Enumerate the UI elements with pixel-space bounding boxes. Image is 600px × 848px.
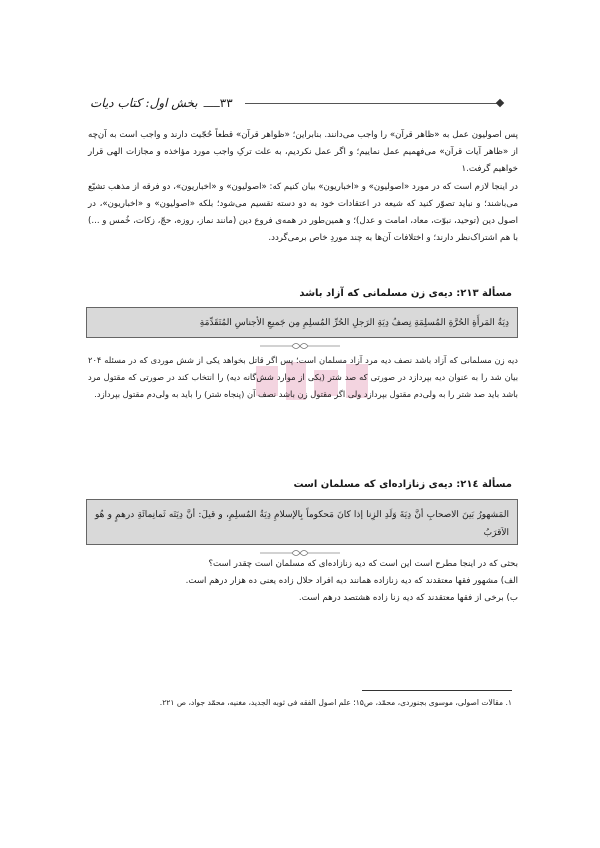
footnote: ۱. مقالات اصولی، موسوی بجنوردی، محمّد، ص۱۵؛ علم اصول الفقه فی ثوبه الجدید، مغنیه، محمّد جواد، ص ۲۲۱.	[159, 698, 512, 707]
question-line: بحثی که در اینجا مطرح است این است که دیه زنازاده‌ای که مسلمان است چقدر است؟	[208, 559, 518, 569]
ornament-divider-icon	[260, 341, 340, 351]
arabic-quote-213: دِيَةُ المَرأَةِ الحُرَّةِ المُسلِمَةِ نِصفُ دِيَةِ الرَجلِ الحُرِّ المُسلِمِ مِن جَميعِ الأجناسِ المُتَقَدِّمَةِ	[86, 307, 518, 338]
paragraph-2: در اینجا لازم است که در مورد «اصولیون» و «اخباریون» بیان کنیم که: «اصولیون» و «اخباریون»، دو فرقه از مذهب تشیّع می‌باشند؛ و نباید تصوّر کنید که شیعه در اعتقادات خود به دو دسته تقسیم می‌شود؛ بلکه «اصولیون» و «اخباریون»، در اصول دین (توحید، نبوّت، معاد، امامت و عدل)؛ و همین‌طور در همه‌ی فروع دین (مانند نماز، روزه، حجّ، زکات، خُمس و ...) با هم اشتراک‌نظر دارند؛ و اختلافات آن‌ها به چند موردِ خاص برمی‌گردد.	[88, 182, 518, 243]
page-number: ۳۳	[219, 96, 233, 110]
chapter-title: بخش اول: کتاب دیات	[90, 96, 198, 110]
opinion-b: ب) برخی از فقها معتقدند که دیه زنا زاده هشتصد درهم است.	[298, 593, 518, 603]
paragraph-4	[88, 556, 518, 607]
header-flourish: ـــــ	[203, 96, 220, 110]
arabic-quote-214: المَشهورُ بَينَ الاصحابِ أنَّ دِيَةَ وَلَدِ الزِنا إذا كانَ مَحكوماً بِالإسلامِ دِيَةُ المُسلِمِ، و قيلَ: أنَّ دِيَتَه ثَمانِمائَةِ درهمٍ و هُو الاَقرَبُ	[86, 499, 518, 545]
header-title-group	[90, 96, 220, 110]
section-heading-214: مسألة ٢١٤: دیه‌ی زنازاده‌ای که مسلمان است	[293, 479, 512, 490]
running-header	[90, 93, 515, 113]
paragraph-1: پس اصولیون عمل به «ظاهر قرآن» را واجب می‌دانند. بنابراین؛ «ظواهر قرآن» قطعاً حُجّیت دارند و واجب است به آن‌چه از «ظاهر آیات قرآن» می‌فهمیم عمل نماییم؛ و اگر عمل نکردیم، به علت ترکِ واجب مورد مؤاخذه و مجازات الهی قرار خواهیم گرفت.۱	[88, 130, 518, 174]
header-line	[245, 103, 500, 104]
header-rule	[245, 100, 503, 106]
footnote-rule	[362, 690, 512, 691]
paragraph-3: دیه زن مسلمانی که آزاد باشد نصف دیه مرد آزاد مسلمان است؛ پس اگر قاتل بخواهد یکی از شش موردی که در مسئله ۲۰۴ بیان شد را به عنوان دیه بپردازد در صورتی که صد شتر (یکی از موارد شش‌گانه دیه) را انتخاب کند در صورتی که مقتول مرد باشد باید صد شتر را به ولی‌دم مقتول بپردازد ولی اگر مقتول زن باشد نصف آن (پنجاه شتر) را باید به ولی‌دم مقتول بپردازد.	[88, 355, 518, 399]
opinion-a: الف) مشهور فقها معتقدند که دیه زنازاده همانند دیه افراد حلال زاده یعنی ده هزار درهم است.	[185, 576, 518, 586]
section-heading-213: مسألة ٢١٣: دیه‌ی زن مسلمانی که آزاد باشد	[299, 288, 512, 299]
header-diamond-icon	[496, 99, 504, 107]
